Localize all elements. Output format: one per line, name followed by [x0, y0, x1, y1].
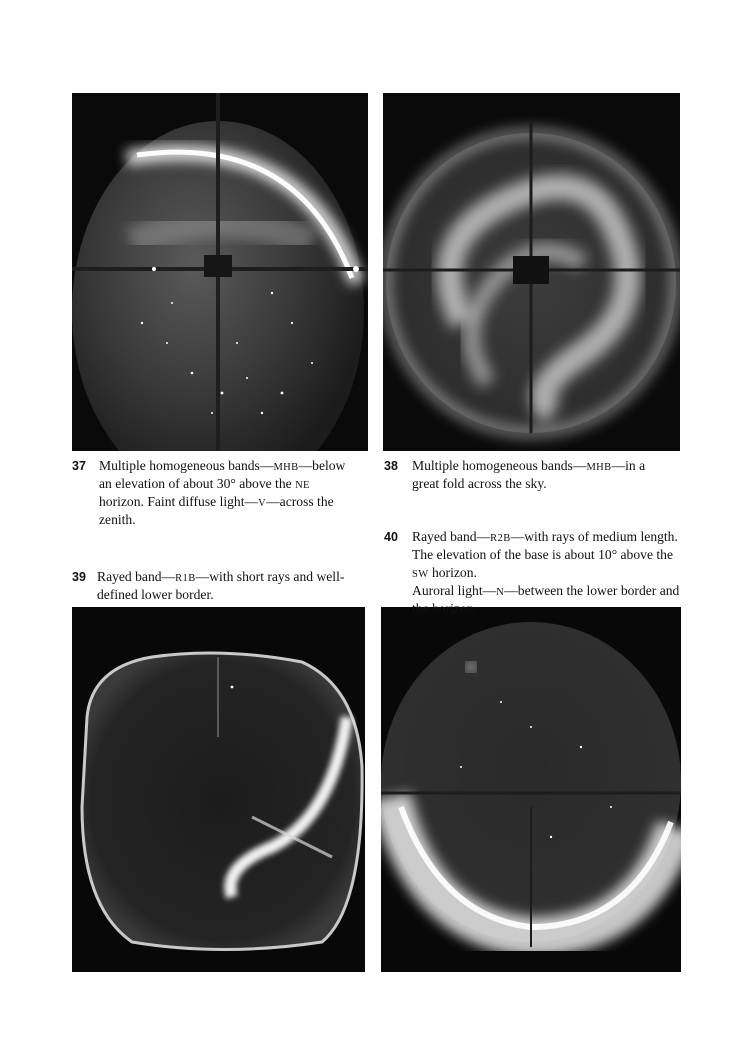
caption-40	[384, 529, 684, 619]
caption-line: The elevation of the base is about 10° above the	[412, 547, 673, 562]
caption-line: the horizon.	[412, 601, 477, 616]
caption-line: Auroral light—N—between the lower border and	[412, 583, 680, 598]
caption-37	[72, 458, 372, 530]
caption-line: Rayed band—R2B—with rays of medium length.	[412, 529, 678, 544]
photo-37-multiple-homogeneous-bands	[72, 93, 368, 451]
photo-39-rayed-band-short-rays	[72, 607, 365, 972]
caption-line: Multiple homogeneous bands—MHB—in a	[412, 458, 646, 473]
caption-line: SW horizon.	[412, 565, 477, 580]
all-sky-image-39	[72, 607, 365, 972]
caption-line: Multiple homogeneous bands—MHB—below	[99, 458, 346, 473]
caption-line: zenith.	[99, 512, 136, 527]
photo-40-rayed-band-medium-rays	[381, 607, 681, 972]
caption-39	[72, 569, 372, 605]
figure-number: 39	[72, 570, 86, 584]
caption-line: great fold across the sky.	[412, 476, 547, 491]
photo-38-great-fold	[383, 93, 680, 451]
caption-line: an elevation of about 30° above the NE	[99, 476, 310, 491]
all-sky-image-40	[381, 607, 681, 972]
caption-38	[384, 458, 684, 494]
figure-number: 40	[384, 530, 398, 544]
figure-number: 37	[72, 459, 86, 473]
all-sky-image-37	[72, 93, 368, 451]
figure-number: 38	[384, 459, 398, 473]
caption-line: defined lower border.	[97, 587, 214, 602]
all-sky-image-38	[383, 93, 680, 451]
caption-line: Rayed band—R1B—with short rays and well-	[97, 569, 345, 584]
caption-line: horizon. Faint diffuse light—V—across the	[99, 494, 334, 509]
